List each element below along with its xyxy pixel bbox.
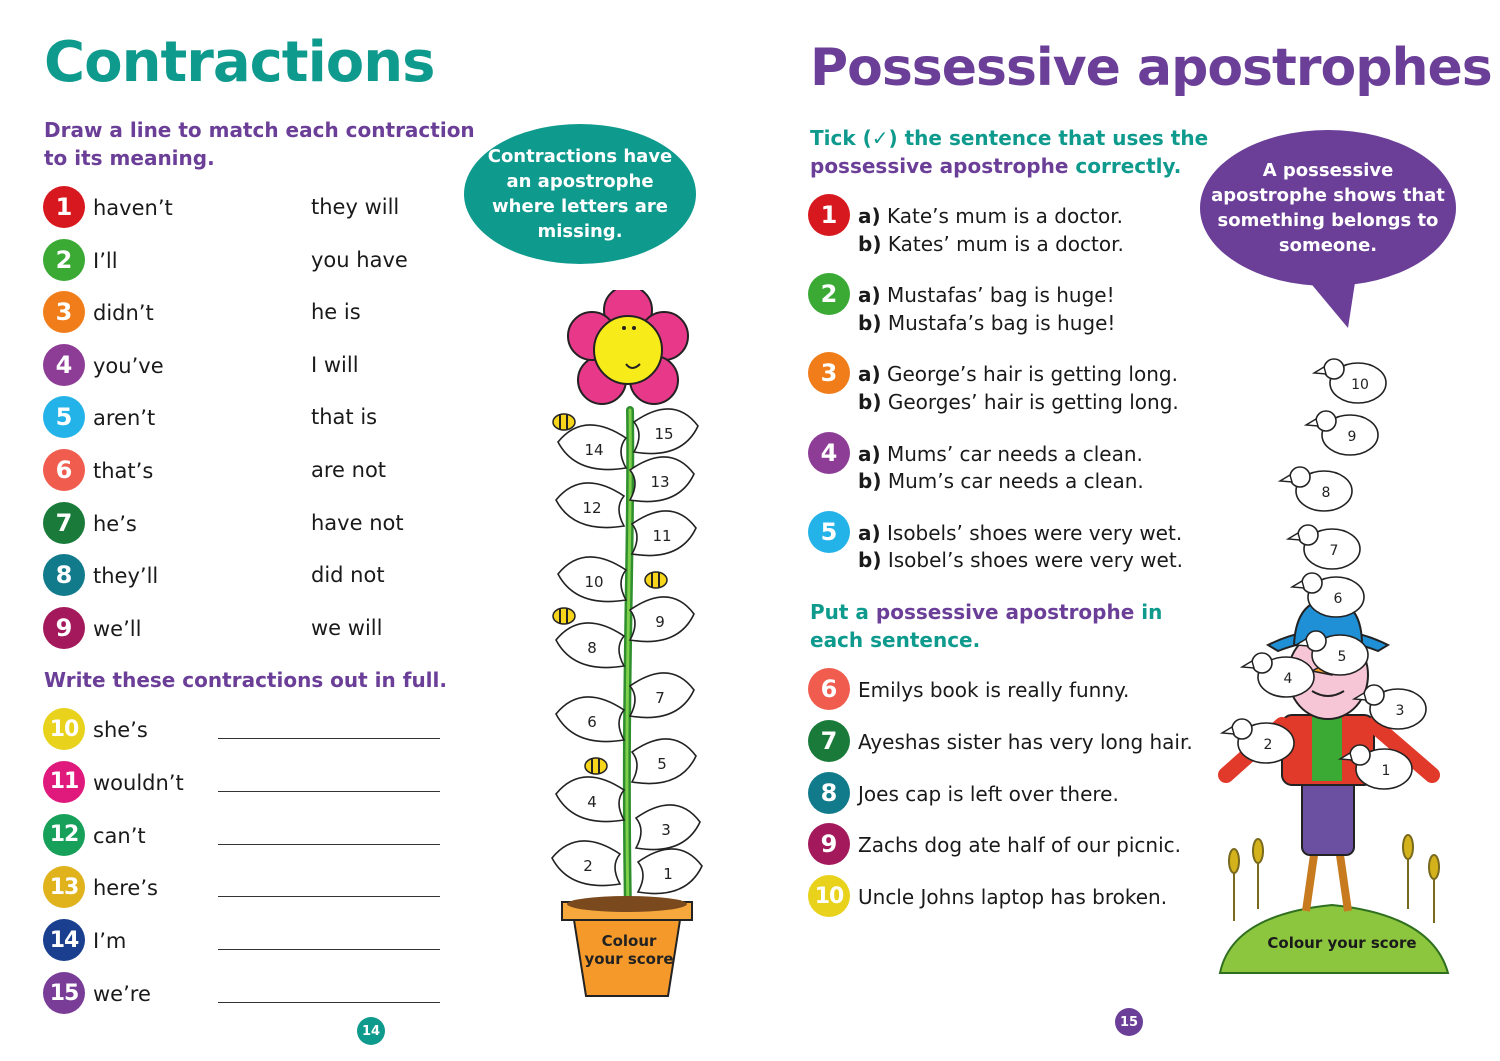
sentence-option-a[interactable]: [858, 519, 1182, 547]
number-badge: 1: [43, 186, 85, 228]
number-badge: 14: [43, 919, 85, 961]
contractions-tip-text: Contractions have an apostrophe where letters are missing.: [487, 146, 673, 242]
leaf-number: 2: [583, 857, 593, 875]
number-badge: 10: [808, 875, 850, 917]
bird-number: 1: [1381, 763, 1391, 779]
write-instruction: Write these contractions out in full.: [44, 668, 447, 692]
meaning-word[interactable]: he is: [311, 300, 361, 325]
scarecrow-score-label: Colour your score: [1267, 934, 1417, 952]
option-text: George’s hair is getting long.: [887, 362, 1178, 387]
answer-line[interactable]: [218, 791, 440, 792]
contraction-word: here’s: [93, 876, 158, 901]
sentence-text[interactable]: Uncle Johns laptop has broken.: [858, 885, 1168, 910]
leaf[interactable]: [636, 805, 700, 850]
leaf-number: 6: [587, 713, 597, 731]
sentence-text[interactable]: Ayeshas sister has very long hair.: [858, 729, 1193, 754]
answer-line[interactable]: [218, 738, 440, 739]
option-text: Kate’s mum is a doctor.: [887, 204, 1123, 228]
contraction-word[interactable]: we’ll: [93, 616, 142, 641]
meaning-word[interactable]: that is: [311, 405, 378, 430]
leaf-number: 12: [582, 499, 602, 517]
leaf[interactable]: [630, 597, 694, 642]
meaning-word[interactable]: are not: [311, 458, 387, 482]
leaf-number: 9: [655, 613, 665, 631]
contraction-word[interactable]: I’ll: [93, 248, 118, 273]
number-badge: 7: [808, 720, 850, 762]
leaf-number: 4: [587, 793, 597, 811]
put-instruction-part: in each sentence.: [810, 600, 1163, 652]
bee-icon: [553, 414, 575, 430]
number-badge: 5: [43, 396, 85, 438]
put-instruction: [810, 598, 1170, 654]
option-text: Isobel’s shoes were very wet.: [887, 548, 1184, 573]
option-label: b): [858, 548, 882, 573]
contraction-word[interactable]: he’s: [93, 511, 137, 536]
number-badge: 10: [43, 708, 85, 750]
answer-line[interactable]: [218, 1002, 440, 1003]
leaf[interactable]: [556, 697, 624, 742]
leaf[interactable]: [634, 409, 698, 454]
contraction-word[interactable]: didn’t: [93, 301, 154, 326]
number-badge: 9: [808, 823, 850, 865]
bird[interactable]: [1314, 359, 1386, 403]
number-badge: 4: [808, 432, 850, 474]
sentence-option-b[interactable]: [858, 230, 1124, 258]
bird-number: 5: [1337, 649, 1347, 665]
tick-instruction-highlight: possessive apostrophe: [810, 154, 1069, 178]
sentence-option-a[interactable]: [858, 360, 1178, 388]
meaning-word[interactable]: they will: [311, 195, 400, 219]
leaf[interactable]: [558, 557, 626, 602]
bird-number: 6: [1333, 591, 1343, 607]
option-text: Georges’ hair is getting long.: [887, 389, 1179, 414]
number-badge: 5: [808, 511, 850, 553]
answer-line[interactable]: [218, 896, 440, 897]
number-badge: 2: [808, 273, 850, 315]
option-text: Isobels’ shoes were very wet.: [887, 520, 1183, 545]
sentence-option-b[interactable]: [858, 467, 1144, 495]
contraction-word: she’s: [93, 718, 148, 742]
pot-score-label: Colour your score: [584, 932, 674, 968]
number-badge: 9: [43, 607, 85, 649]
leaf[interactable]: [632, 511, 696, 556]
flower-head: [568, 290, 688, 404]
bird-number: 10: [1351, 377, 1369, 393]
page-number-right: 15: [1115, 1008, 1143, 1036]
leaf-number: 5: [657, 755, 667, 773]
answer-line[interactable]: [218, 949, 440, 950]
sentence-text[interactable]: Joes cap is left over there.: [858, 781, 1119, 806]
bird[interactable]: [1288, 525, 1360, 569]
leaf-number: 11: [652, 527, 672, 545]
scarecrow-score-illustration: [1212, 345, 1452, 985]
leaf-number: 1: [663, 865, 673, 883]
option-label: a): [858, 283, 881, 308]
contraction-word: wouldn’t: [93, 770, 184, 795]
number-badge: 3: [43, 291, 85, 333]
put-instruction-highlight: possessive apostrophe: [875, 600, 1135, 624]
bird-number: 8: [1321, 485, 1331, 501]
number-badge: 13: [43, 866, 85, 908]
meaning-word[interactable]: I will: [311, 352, 359, 377]
leaf[interactable]: [552, 841, 620, 886]
number-badge: 11: [43, 761, 85, 803]
option-text: Mums’ car needs a clean.: [887, 441, 1143, 466]
leaf[interactable]: [630, 457, 694, 502]
number-badge: 6: [43, 449, 85, 491]
sentence-option-a[interactable]: [858, 440, 1143, 468]
flower-score-illustration: [540, 290, 710, 1010]
option-label: b): [858, 231, 882, 256]
sentence-option-b[interactable]: [858, 388, 1179, 416]
bird-number: 2: [1263, 737, 1273, 753]
page-title-possessive: Possessive apostrophes: [810, 38, 1492, 98]
number-badge: 1: [808, 194, 850, 236]
leaf-number: 7: [655, 689, 665, 707]
contraction-word[interactable]: they’ll: [93, 564, 159, 589]
sentence-text[interactable]: Zachs dog ate half of our picnic.: [858, 833, 1181, 858]
meaning-word[interactable]: have not: [311, 510, 404, 535]
contractions-tip-bubble: [464, 124, 696, 264]
bee-icon: [585, 758, 607, 774]
option-text: Mum’s car needs a clean.: [887, 469, 1144, 494]
bird[interactable]: [1306, 411, 1378, 455]
option-label: b): [858, 469, 882, 494]
sentence-option-b[interactable]: [858, 309, 1115, 337]
option-label: a): [858, 520, 881, 545]
tick-instruction-part: Tick (✓) the sentence that uses the: [810, 126, 1209, 150]
tick-instruction: [810, 124, 1210, 180]
number-badge: 8: [808, 772, 850, 814]
tick-instruction-part: correctly.: [1068, 154, 1182, 178]
number-badge: 2: [43, 239, 85, 281]
number-badge: 8: [43, 554, 85, 596]
number-badge: 7: [43, 502, 85, 544]
contraction-word[interactable]: aren’t: [93, 406, 156, 431]
number-badge: 4: [43, 344, 85, 386]
sentence-option-a[interactable]: [858, 281, 1115, 309]
contraction-word: we’re: [93, 982, 151, 1006]
put-instruction-part: Put a: [810, 600, 876, 624]
leaf-number: 14: [584, 441, 604, 459]
option-label: a): [858, 204, 881, 228]
possessive-tip-text: A possessive apostrophe shows that something belongs to someone.: [1211, 160, 1445, 256]
leaf[interactable]: [632, 739, 696, 784]
bee-icon: [645, 572, 667, 588]
match-instruction: Draw a line to match each contraction to its meaning.: [44, 118, 475, 170]
leaf[interactable]: [556, 623, 624, 668]
contraction-word[interactable]: you’ve: [93, 353, 164, 378]
number-badge: 15: [43, 972, 85, 1014]
number-badge: 12: [43, 814, 85, 856]
option-label: a): [858, 441, 881, 466]
number-badge: 6: [808, 668, 850, 710]
option-label: b): [858, 389, 882, 414]
sentence-option-b[interactable]: [858, 546, 1183, 574]
option-text: Mustafa’s bag is huge!: [887, 310, 1116, 335]
bee-icon: [553, 608, 575, 624]
page-number-left: 14: [357, 1017, 385, 1045]
leaf-number: 10: [584, 573, 604, 591]
option-text: Kates’ mum is a doctor.: [887, 231, 1124, 256]
leaf-number: 8: [587, 639, 597, 657]
option-label: a): [858, 362, 881, 387]
bird-number: 9: [1347, 429, 1357, 445]
option-label: b): [858, 310, 882, 335]
answer-line[interactable]: [218, 844, 440, 845]
contraction-word: can’t: [93, 823, 146, 848]
bird-number: 4: [1283, 671, 1293, 687]
meaning-word[interactable]: we will: [311, 615, 383, 640]
meaning-word[interactable]: you have: [311, 247, 408, 272]
leaf[interactable]: [556, 483, 624, 528]
contraction-word: I’m: [93, 929, 127, 954]
meaning-word[interactable]: did not: [311, 563, 385, 588]
sentence-option-a[interactable]: [858, 202, 1123, 230]
number-badge: 3: [808, 352, 850, 394]
sentence-text[interactable]: Emilys book is really funny.: [858, 678, 1130, 702]
leaf-number: 15: [654, 425, 674, 443]
leaf-number: 3: [661, 821, 671, 839]
leaf-number: 13: [650, 473, 670, 491]
bird-number: 7: [1329, 543, 1339, 559]
bird[interactable]: [1280, 467, 1352, 511]
page-title-contractions: Contractions: [44, 30, 435, 95]
bird-number: 3: [1395, 703, 1405, 719]
leaf[interactable]: [630, 673, 694, 718]
contraction-word[interactable]: haven’t: [93, 196, 173, 220]
bird[interactable]: [1292, 573, 1364, 617]
leaf[interactable]: [638, 849, 702, 894]
option-text: Mustafas’ bag is huge!: [887, 283, 1115, 308]
contraction-word[interactable]: that’s: [93, 459, 154, 483]
leaf[interactable]: [556, 777, 624, 822]
leaf[interactable]: [558, 425, 626, 470]
